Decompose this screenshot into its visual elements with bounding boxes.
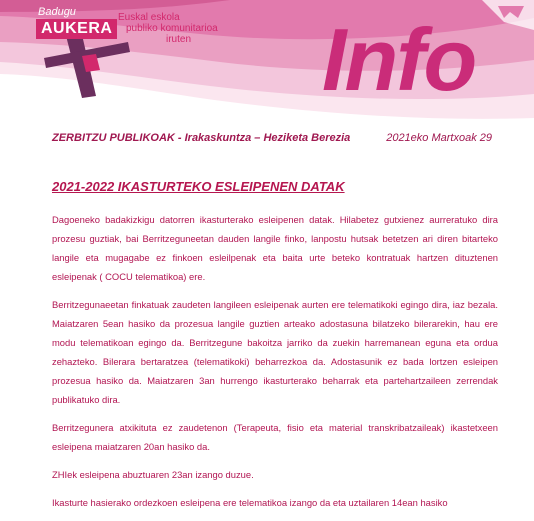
body-paragraph: Dagoeneko badakizkigu datorren ikasturterako esleipenen datak. Hilabetez gutxienez aurreratuko dira prozesu guztiak, bai Berritzeguneetan dauden langile finko, lanpostu hutsak betetzen ari diren bitarteko langile eta mugagabe ez finkoen esleilpenak eta baita urte beteko kontratuak hartzen dituztenen esleipenak ( COCU telematikoa) ere.	[52, 214, 498, 282]
document-body	[52, 210, 498, 521]
body-paragraph: ZHIek esleipena abuztuaren 23an izango duzue.	[52, 469, 254, 480]
body-paragraph: Berritzegunaeetan finkatuak zaudeten langileen esleipenak aurten ere telematikoki egingo dira, iaz bezala. Maiatzaren 5ean hasiko da prozesua langile guztien arteako adostasuna bilatzeko bilerarekin, hau ere modu telematikoan egingo da. Berritzegune bakoitza jarriko da zuekin harremanean eguna eta ordua zehazteko. Bilerara bertaratzea (telematikoki) beharrezkoa da. Adostasunik ez bada lortzen esleipen prozesua hasiko da. Maiatzaren 3an hurrengo ikasturterako beharrak eta partehartzaileen zerrendak publikatuko dira.	[52, 299, 498, 405]
header-banner	[0, 0, 534, 125]
logo-badugu-text: Badugu	[38, 6, 76, 18]
subheader	[52, 132, 492, 144]
section-label: ZERBITZU PUBLIKOAK - Irakaskuntza – Heziketa Berezia	[52, 132, 351, 144]
logo-tagline	[118, 12, 218, 45]
body-paragraph: Ikasturte hasierako ordezkoen esleipena ere telematikoa izango da eta uztailaren 14ean hasiko	[52, 497, 448, 508]
logo-tagline-line: Euskal eskola	[118, 12, 180, 23]
document-title: 2021-2022 IKASTURTEKO ESLEIPENEN DATAK	[52, 179, 345, 194]
info-heading: Info	[322, 10, 476, 109]
logo-tagline-line: iruten	[166, 34, 192, 45]
corner-logo-icon	[474, 0, 534, 40]
date-label: 2021eko Martxoak 29	[386, 132, 492, 144]
body-paragraph: Berritzegunera atxikituta ez zaudetenon (Terapeuta, fisio eta material transkribatzaileak) ikastetxeen esleipena maiatzaren 20an hasiko da.	[52, 422, 498, 452]
logo-aukera-text: AUKERA	[36, 19, 117, 39]
logo-tagline-line: publiko komunitarioa	[126, 23, 218, 34]
